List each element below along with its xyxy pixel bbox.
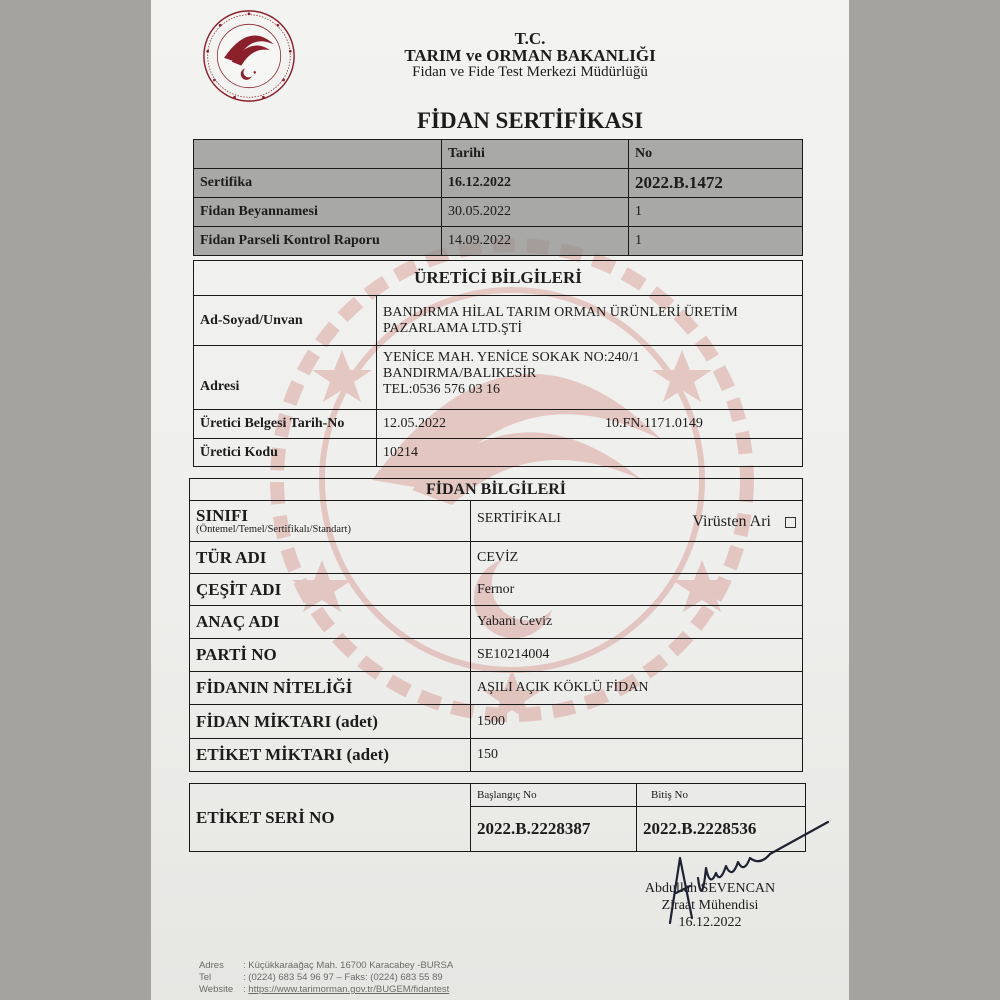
footer-tel-key: Tel bbox=[199, 972, 212, 983]
ministry-seal-logo bbox=[200, 8, 298, 104]
row-no: 1 bbox=[629, 227, 803, 256]
producer-section-title: ÜRETİCİ BİLGİLERİ bbox=[194, 261, 803, 296]
class-hint: (Öntemel/Temel/Sertifikalı/Standart) bbox=[196, 523, 351, 535]
virus-free-option[interactable] bbox=[692, 513, 796, 531]
label-serial-label: ETİKET SERİ NO bbox=[190, 784, 471, 852]
producer-code: 10214 bbox=[377, 439, 803, 467]
class-value-cell bbox=[471, 501, 803, 542]
rootstock-label: ANAÇ ADI bbox=[190, 606, 471, 639]
quality-label: FİDANIN NİTELİĞİ bbox=[190, 672, 471, 705]
name-label: Ad-Soyad/Unvan bbox=[194, 296, 377, 346]
table-row bbox=[194, 169, 803, 198]
sapling-section-title: FİDAN BİLGİLERİ bbox=[190, 479, 803, 501]
footer-web-key: Website bbox=[199, 984, 234, 995]
row-label: Fidan Parseli Kontrol Raporu bbox=[194, 227, 442, 256]
sapling-quantity-label: FİDAN MİKTARI (adet) bbox=[190, 705, 471, 739]
end-no-caption: Bitiş No bbox=[637, 784, 806, 807]
footer-address-key: Adres bbox=[199, 960, 224, 971]
footer-tel: : (0224) 683 54 96 97 – Faks: (0224) 683 55 89 bbox=[243, 972, 443, 983]
variety-label: ÇEŞİT ADI bbox=[190, 574, 471, 606]
class-label bbox=[190, 501, 471, 542]
table-row bbox=[194, 227, 803, 256]
col-no-header: No bbox=[629, 140, 803, 169]
start-no-caption: Başlangıç No bbox=[471, 784, 637, 807]
header-directorate: Fidan ve Fide Test Merkezi Müdürlüğü bbox=[412, 64, 648, 80]
footer-website-link[interactable]: https://www.tarimorman.gov.tr/BUGEM/fidantest bbox=[248, 984, 450, 995]
producer-certificate-date: 12.05.2022 bbox=[377, 410, 600, 439]
signer-title: Ziraat Mühendisi bbox=[661, 898, 759, 913]
producer-certificate-label: Üretici Belgesi Tarih-No bbox=[194, 410, 377, 439]
footer-contact bbox=[199, 960, 453, 996]
start-no-value: 2022.B.2228387 bbox=[471, 807, 637, 852]
lot-no-label: PARTİ NO bbox=[190, 639, 471, 672]
row-no: 2022.B.1472 bbox=[629, 169, 803, 198]
signature-date: 16.12.2022 bbox=[678, 915, 742, 930]
address-line1: YENİCE MAH. YENİCE SOKAK NO:240/1 BANDIRMA/BALIKESİR bbox=[383, 350, 640, 381]
species-label: TÜR ADI bbox=[190, 542, 471, 574]
row-date: 16.12.2022 bbox=[442, 169, 629, 198]
sapling-quantity-value: 1500 bbox=[471, 705, 803, 739]
header-tc: T.C. bbox=[514, 29, 546, 48]
row-label: Sertifika bbox=[194, 169, 442, 198]
producer-table bbox=[193, 260, 803, 467]
page-title: FİDAN SERTİFİKASI bbox=[416, 108, 644, 133]
producer-certificate-no: 10.FN.1171.0149 bbox=[599, 410, 803, 439]
row-no: 1 bbox=[629, 198, 803, 227]
virus-free-label: Virüsten Ari bbox=[692, 513, 771, 530]
row-date: 14.09.2022 bbox=[442, 227, 629, 256]
signer-name: Abdullah SEVENCAN bbox=[644, 881, 776, 896]
lot-no-value: SE10214004 bbox=[471, 639, 803, 672]
virus-free-checkbox[interactable] bbox=[785, 517, 796, 528]
class-value: SERTİFİKALI bbox=[477, 511, 561, 526]
footer-web-prefix: : bbox=[243, 984, 249, 995]
producer-name bbox=[377, 296, 803, 346]
certificate-table bbox=[193, 139, 803, 256]
producer-code-label: Üretici Kodu bbox=[194, 439, 377, 467]
rootstock-value: Yabani Ceviz bbox=[471, 606, 803, 639]
producer-address bbox=[377, 346, 803, 410]
label-quantity-label: ETİKET MİKTARI (adet) bbox=[190, 739, 471, 772]
label-quantity-value: 150 bbox=[471, 739, 803, 772]
col-date-header: Tarihi bbox=[442, 140, 629, 169]
quality-value: AŞILI AÇIK KÖKLÜ FİDAN bbox=[471, 672, 803, 705]
sapling-table bbox=[189, 478, 803, 772]
end-no-value: 2022.B.2228536 bbox=[637, 807, 806, 852]
handwritten-signature-icon bbox=[640, 818, 840, 928]
row-label: Fidan Beyannamesi bbox=[194, 198, 442, 227]
species-value: CEVİZ bbox=[471, 542, 803, 574]
blank-cell bbox=[194, 140, 442, 169]
table-row bbox=[194, 198, 803, 227]
table-header-row bbox=[194, 140, 803, 169]
producer-name-line2: PAZARLAMA LTD.ŞTİ bbox=[383, 320, 522, 336]
footer-address: : Küçükkaraağaç Mah. 16700 Karacabey -BURSA bbox=[243, 960, 454, 971]
address-label: Adresi bbox=[194, 346, 377, 410]
address-line2: TEL:0536 576 03 16 bbox=[383, 382, 501, 397]
header-ministry: TARIM ve ORMAN BAKANLIĞI bbox=[404, 46, 656, 65]
variety-value: Fernor bbox=[471, 574, 803, 606]
class-label-text: SINIFI bbox=[196, 505, 248, 525]
producer-name-line1: BANDIRMA HİLAL TARIM ORMAN ÜRÜNLERİ ÜRETİM bbox=[383, 304, 738, 320]
row-date: 30.05.2022 bbox=[442, 198, 629, 227]
